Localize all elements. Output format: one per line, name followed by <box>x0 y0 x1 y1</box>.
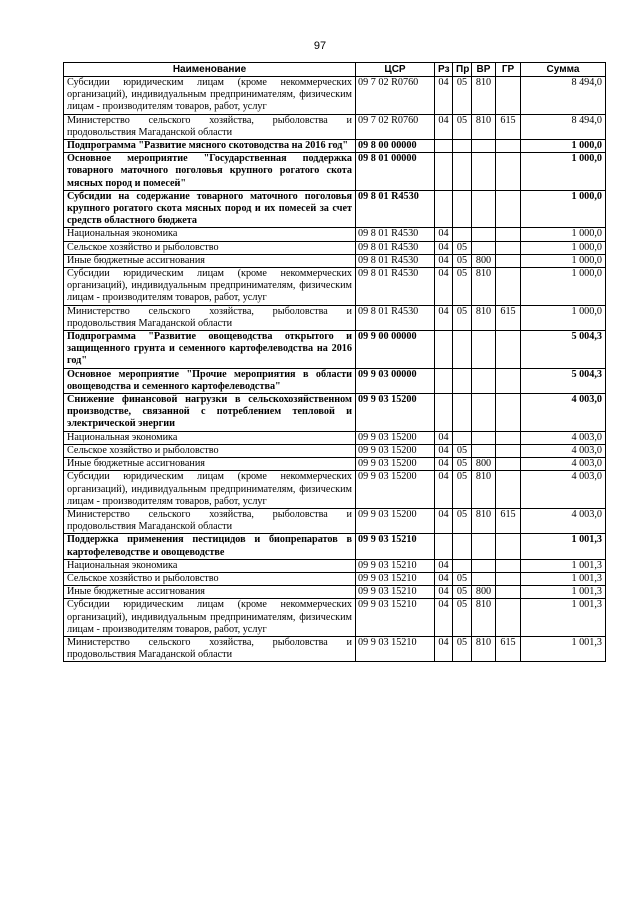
cell-vr: 810 <box>472 305 496 330</box>
cell-rz: 04 <box>435 444 453 457</box>
cell-csr: 09 9 03 15200 <box>356 458 435 471</box>
table-row <box>64 471 606 509</box>
cell-csr: 09 9 03 15210 <box>356 559 435 572</box>
cell-pr: 05 <box>453 305 472 330</box>
cell-csr: 09 9 03 15200 <box>356 394 435 432</box>
cell-rz: 04 <box>435 508 453 533</box>
cell-rz: 04 <box>435 458 453 471</box>
cell-pr <box>453 559 472 572</box>
cell-pr: 05 <box>453 508 472 533</box>
cell-name: Иные бюджетные ассигнования <box>64 586 356 599</box>
cell-name: Министерство сельского хозяйства, рыболовства и продовольствия Магаданской области <box>64 636 356 661</box>
cell-vr <box>472 444 496 457</box>
cell-name: Субсидии юридическим лицам (кроме некоммерческих организаций), индивидуальным предпринимателям, физическим лицам - производителям товаров, работ, услуг <box>64 268 356 306</box>
table-row <box>64 599 606 637</box>
cell-sum: 4 003,0 <box>521 471 606 509</box>
cell-pr: 05 <box>453 77 472 115</box>
cell-name: Министерство сельского хозяйства, рыболовства и продовольствия Магаданской области <box>64 508 356 533</box>
column-header-sum: Сумма <box>521 63 606 77</box>
cell-csr: 09 9 03 15200 <box>356 471 435 509</box>
cell-vr: 810 <box>472 77 496 115</box>
table-row <box>64 331 606 369</box>
cell-name: Основное мероприятие "Прочие мероприятия в области овощеводства и семенного картофелеводства" <box>64 368 356 393</box>
cell-name: Снижение финансовой нагрузки в сельскохозяйственном производстве, связанной с потреблением тепловой и электрической энергии <box>64 394 356 432</box>
cell-pr: 05 <box>453 458 472 471</box>
cell-csr: 09 8 01 R4530 <box>356 268 435 306</box>
table-row <box>64 305 606 330</box>
cell-csr: 09 8 01 R4530 <box>356 305 435 330</box>
cell-gr <box>496 471 521 509</box>
cell-rz <box>435 394 453 432</box>
cell-pr <box>453 368 472 393</box>
column-header-name: Наименование <box>64 63 356 77</box>
cell-name: Подпрограмма "Развитие овощеводства открытого и защищенного грунта и семенного картофелеводства на 2016 год" <box>64 331 356 369</box>
cell-sum: 4 003,0 <box>521 508 606 533</box>
cell-csr: 09 9 03 15200 <box>356 508 435 533</box>
cell-csr: 09 7 02 R0760 <box>356 114 435 139</box>
table-row <box>64 431 606 444</box>
cell-csr: 09 8 01 R4530 <box>356 241 435 254</box>
table-row <box>64 368 606 393</box>
cell-vr <box>472 394 496 432</box>
cell-pr <box>453 431 472 444</box>
table-row <box>64 534 606 559</box>
cell-gr <box>496 228 521 241</box>
cell-csr: 09 9 03 15200 <box>356 431 435 444</box>
cell-pr <box>453 534 472 559</box>
cell-gr: 615 <box>496 114 521 139</box>
cell-csr: 09 8 01 00000 <box>356 153 435 191</box>
cell-vr <box>472 534 496 559</box>
cell-name: Субсидии на содержание товарного маточного поголовья крупного рогатого скота мясных пород и их помесей за счет средств областного бюджета <box>64 190 356 228</box>
cell-sum: 8 494,0 <box>521 114 606 139</box>
cell-name: Сельское хозяйство и рыболовство <box>64 572 356 585</box>
cell-rz: 04 <box>435 599 453 637</box>
cell-csr: 09 7 02 R0760 <box>356 77 435 115</box>
cell-csr: 09 9 03 15210 <box>356 572 435 585</box>
cell-vr <box>472 190 496 228</box>
cell-sum: 1 000,0 <box>521 190 606 228</box>
cell-sum: 4 003,0 <box>521 394 606 432</box>
cell-vr <box>472 331 496 369</box>
cell-rz: 04 <box>435 254 453 267</box>
cell-vr <box>472 228 496 241</box>
column-header-rz: Рз <box>435 63 453 77</box>
cell-gr <box>496 444 521 457</box>
cell-name: Подпрограмма "Развитие мясного скотоводства на 2016 год" <box>64 140 356 153</box>
table-row <box>64 153 606 191</box>
cell-sum: 1 001,3 <box>521 572 606 585</box>
cell-gr <box>496 431 521 444</box>
cell-sum: 5 004,3 <box>521 331 606 369</box>
cell-sum: 1 001,3 <box>521 636 606 661</box>
cell-rz: 04 <box>435 305 453 330</box>
cell-csr: 09 9 03 15210 <box>356 636 435 661</box>
cell-rz: 04 <box>435 241 453 254</box>
table-row <box>64 77 606 115</box>
cell-sum: 1 000,0 <box>521 268 606 306</box>
cell-name: Иные бюджетные ассигнования <box>64 254 356 267</box>
table-row <box>64 572 606 585</box>
cell-vr <box>472 431 496 444</box>
cell-pr <box>453 228 472 241</box>
cell-gr <box>496 268 521 306</box>
cell-gr: 615 <box>496 305 521 330</box>
cell-gr: 615 <box>496 508 521 533</box>
cell-sum: 1 000,0 <box>521 140 606 153</box>
table-row <box>64 114 606 139</box>
cell-gr <box>496 153 521 191</box>
cell-gr <box>496 190 521 228</box>
cell-sum: 1 000,0 <box>521 153 606 191</box>
cell-sum: 1 001,3 <box>521 599 606 637</box>
cell-pr <box>453 394 472 432</box>
cell-rz: 04 <box>435 228 453 241</box>
cell-gr <box>496 599 521 637</box>
cell-name: Субсидии юридическим лицам (кроме некоммерческих организаций), индивидуальным предпринимателям, физическим лицам - производителям товаров, работ, услуг <box>64 77 356 115</box>
cell-name: Субсидии юридическим лицам (кроме некоммерческих организаций), индивидуальным предпринимателям, физическим лицам - производителям товаров, работ, услуг <box>64 599 356 637</box>
column-header-gr: ГР <box>496 63 521 77</box>
cell-pr: 05 <box>453 599 472 637</box>
cell-rz <box>435 534 453 559</box>
cell-gr <box>496 254 521 267</box>
cell-csr: 09 9 03 15210 <box>356 586 435 599</box>
table-header-row <box>64 63 606 77</box>
cell-rz: 04 <box>435 431 453 444</box>
cell-vr <box>472 153 496 191</box>
cell-vr: 810 <box>472 599 496 637</box>
cell-sum: 4 003,0 <box>521 458 606 471</box>
cell-rz <box>435 331 453 369</box>
cell-vr <box>472 572 496 585</box>
table-row <box>64 190 606 228</box>
cell-gr <box>496 458 521 471</box>
cell-pr: 05 <box>453 241 472 254</box>
cell-rz <box>435 368 453 393</box>
cell-name: Субсидии юридическим лицам (кроме некоммерческих организаций), индивидуальным предпринимателям, физическим лицам - производителям товаров, работ, услуг <box>64 471 356 509</box>
table-row <box>64 586 606 599</box>
cell-vr: 810 <box>472 508 496 533</box>
cell-rz <box>435 140 453 153</box>
cell-name: Поддержка применения пестицидов и биопрепаратов в картофелеводстве и овощеводстве <box>64 534 356 559</box>
cell-pr: 05 <box>453 471 472 509</box>
cell-rz <box>435 190 453 228</box>
table-row <box>64 394 606 432</box>
cell-sum: 4 003,0 <box>521 444 606 457</box>
cell-name: Национальная экономика <box>64 431 356 444</box>
cell-vr: 810 <box>472 114 496 139</box>
cell-rz: 04 <box>435 586 453 599</box>
cell-csr: 09 9 03 00000 <box>356 368 435 393</box>
cell-gr <box>496 394 521 432</box>
cell-rz: 04 <box>435 559 453 572</box>
cell-gr <box>496 586 521 599</box>
cell-pr: 05 <box>453 254 472 267</box>
cell-vr <box>472 368 496 393</box>
cell-gr <box>496 241 521 254</box>
cell-pr <box>453 190 472 228</box>
table-row <box>64 559 606 572</box>
budget-table <box>63 62 606 662</box>
cell-sum: 5 004,3 <box>521 368 606 393</box>
cell-sum: 1 001,3 <box>521 559 606 572</box>
cell-name: Сельское хозяйство и рыболовство <box>64 444 356 457</box>
table-row <box>64 228 606 241</box>
cell-vr: 800 <box>472 254 496 267</box>
cell-name: Национальная экономика <box>64 559 356 572</box>
cell-sum: 1 000,0 <box>521 254 606 267</box>
cell-rz: 04 <box>435 77 453 115</box>
column-header-csr: ЦСР <box>356 63 435 77</box>
cell-csr: 09 9 03 15210 <box>356 599 435 637</box>
table-row <box>64 458 606 471</box>
cell-vr: 810 <box>472 268 496 306</box>
cell-sum: 4 003,0 <box>521 431 606 444</box>
cell-gr <box>496 77 521 115</box>
cell-gr <box>496 559 521 572</box>
table-row <box>64 508 606 533</box>
cell-rz: 04 <box>435 268 453 306</box>
table-row <box>64 140 606 153</box>
cell-sum: 1 000,0 <box>521 305 606 330</box>
cell-vr: 810 <box>472 471 496 509</box>
cell-sum: 1 000,0 <box>521 228 606 241</box>
table-row <box>64 444 606 457</box>
column-header-pr: Пр <box>453 63 472 77</box>
cell-rz: 04 <box>435 572 453 585</box>
cell-rz: 04 <box>435 636 453 661</box>
cell-name: Основное мероприятие "Государственная поддержка товарного маточного поголовья крупного рогатого скота мясных пород и помесей" <box>64 153 356 191</box>
cell-pr: 05 <box>453 586 472 599</box>
cell-gr <box>496 572 521 585</box>
cell-rz: 04 <box>435 471 453 509</box>
cell-gr: 615 <box>496 636 521 661</box>
cell-csr: 09 9 03 15210 <box>356 534 435 559</box>
cell-vr: 800 <box>472 586 496 599</box>
cell-csr: 09 9 00 00000 <box>356 331 435 369</box>
cell-pr: 05 <box>453 114 472 139</box>
cell-pr: 05 <box>453 444 472 457</box>
cell-name: Министерство сельского хозяйства, рыболовства и продовольствия Магаданской области <box>64 305 356 330</box>
cell-name: Сельское хозяйство и рыболовство <box>64 241 356 254</box>
cell-sum: 8 494,0 <box>521 77 606 115</box>
cell-pr <box>453 331 472 369</box>
column-header-vr: ВР <box>472 63 496 77</box>
cell-sum: 1 001,3 <box>521 586 606 599</box>
cell-vr <box>472 241 496 254</box>
cell-csr: 09 8 01 R4530 <box>356 190 435 228</box>
cell-vr <box>472 559 496 572</box>
cell-name: Национальная экономика <box>64 228 356 241</box>
cell-gr <box>496 140 521 153</box>
cell-vr <box>472 140 496 153</box>
cell-vr: 800 <box>472 458 496 471</box>
cell-vr: 810 <box>472 636 496 661</box>
cell-gr <box>496 534 521 559</box>
page-number: 97 <box>313 40 327 52</box>
cell-csr: 09 9 03 15200 <box>356 444 435 457</box>
table-row <box>64 241 606 254</box>
cell-sum: 1 001,3 <box>521 534 606 559</box>
cell-csr: 09 8 01 R4530 <box>356 254 435 267</box>
cell-pr: 05 <box>453 572 472 585</box>
table-row <box>64 254 606 267</box>
cell-pr <box>453 153 472 191</box>
table-body <box>64 77 606 662</box>
cell-name: Министерство сельского хозяйства, рыболовства и продовольствия Магаданской области <box>64 114 356 139</box>
cell-csr: 09 8 01 R4530 <box>356 228 435 241</box>
table-row <box>64 636 606 661</box>
table-row <box>64 268 606 306</box>
cell-pr: 05 <box>453 636 472 661</box>
cell-rz: 04 <box>435 114 453 139</box>
cell-sum: 1 000,0 <box>521 241 606 254</box>
cell-csr: 09 8 00 00000 <box>356 140 435 153</box>
cell-name: Иные бюджетные ассигнования <box>64 458 356 471</box>
cell-rz <box>435 153 453 191</box>
cell-gr <box>496 368 521 393</box>
cell-gr <box>496 331 521 369</box>
cell-pr <box>453 140 472 153</box>
cell-pr: 05 <box>453 268 472 306</box>
